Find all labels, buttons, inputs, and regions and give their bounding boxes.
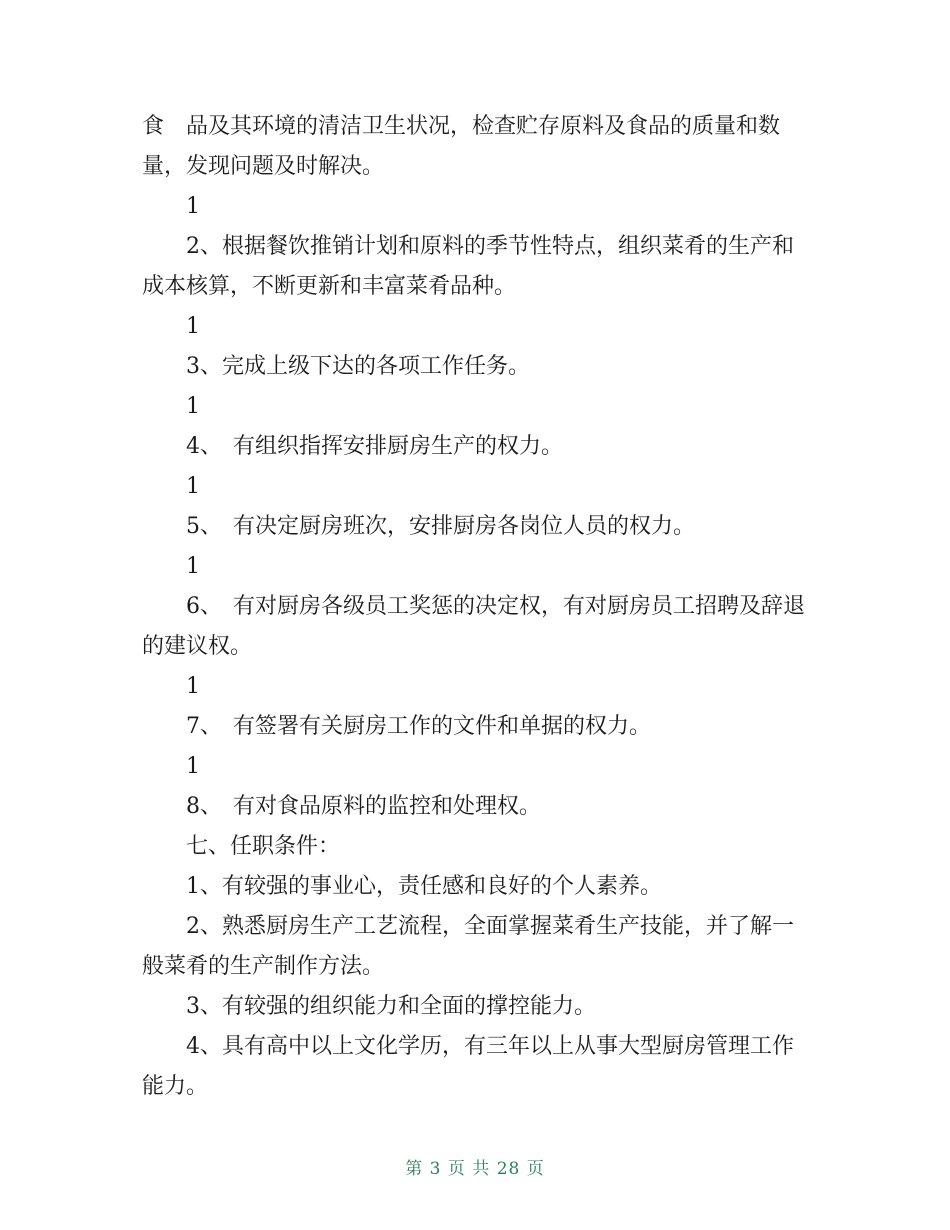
- paragraph: 1: [186, 754, 200, 779]
- page-number-footer: 第 3 页 共 28 页: [405, 1159, 545, 1179]
- paragraph: 2、根据餐饮推销计划和原料的季节性特点，组织菜肴的生产和成本核算，不断更新和丰富菜肴品种。: [142, 234, 794, 299]
- paragraph: 5、 有决定厨房班次，安排厨房各岗位人员的权力。: [186, 514, 695, 539]
- document-body: [142, 107, 808, 1107]
- paragraph: 食 品及其环境的清洁卫生状况，检查贮存原料及食品的质量和数量，发现问题及时解决。: [142, 114, 781, 179]
- paragraph: 2、熟悉厨房生产工艺流程，全面掌握菜肴生产技能，并了解一般菜肴的生产制作方法。: [142, 914, 794, 979]
- paragraph: 7、 有签署有关厨房工作的文件和单据的权力。: [186, 714, 651, 739]
- paragraph: 4、 有组织指挥安排厨房生产的权力。: [186, 434, 563, 459]
- paragraph: 1、有较强的事业心，责任感和良好的个人素养。: [186, 874, 662, 899]
- paragraph: 1: [186, 314, 200, 339]
- paragraph: 1: [186, 194, 200, 219]
- paragraph: 3、有较强的组织能力和全面的撑控能力。: [186, 994, 596, 1019]
- paragraph: 6、 有对厨房各级员工奖惩的决定权，有对厨房员工招聘及辞退的建议权。: [142, 594, 805, 659]
- paragraph: 1: [186, 674, 200, 699]
- paragraph: 4、具有高中以上文化学历，有三年以上从事大型厨房管理工作能力。: [142, 1034, 794, 1099]
- paragraph: 1: [186, 394, 200, 419]
- paragraph: 1: [186, 474, 200, 499]
- paragraph: 1: [186, 554, 200, 579]
- section-heading: 七、任职条件：: [186, 834, 341, 859]
- paragraph: 3、完成上级下达的各项工作任务。: [186, 354, 530, 379]
- paragraph: 8、 有对食品原料的监控和处理权。: [186, 794, 541, 819]
